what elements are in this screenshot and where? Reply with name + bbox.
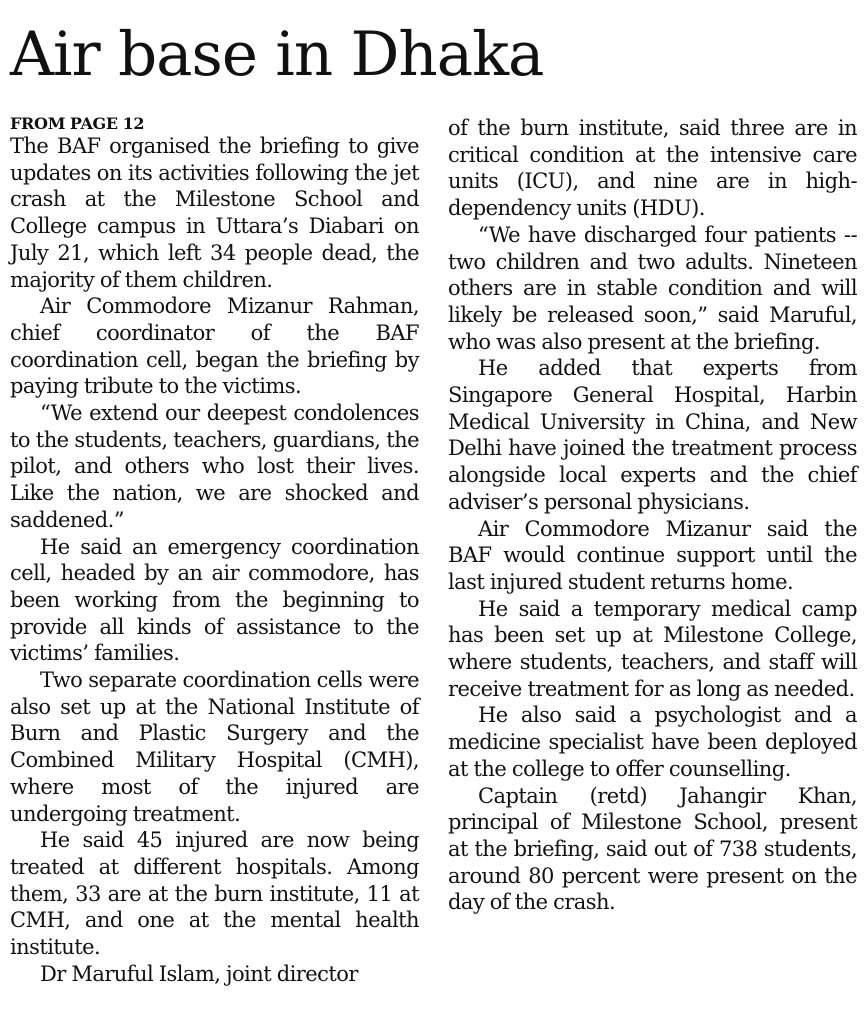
- paragraph: of the burn institute, said three are in critical condition at the intensive care units (ICU), and nine are in high-dependency units (HDU).: [448, 116, 857, 221]
- jump-label: FROM PAGE 12: [10, 114, 145, 133]
- paragraph: “We have discharged four patients -- two children and two adults. Nineteen others are in stable condition and will likely be released soon,” said Maruful, who was also present at the briefing.: [448, 222, 857, 354]
- paragraph: He also said a psychologist and a medicine specialist have been deployed at the college to offer counselling.: [448, 703, 857, 781]
- paragraph: The BAF organised the briefing to give updates on its activities following the jet crash at the Milestone School and College campus in Uttara’s Diabari on July 21, which left 34 people dead, the majority of them children.: [10, 134, 419, 292]
- paragraph: He said 45 injured are now being treated at different hospitals. Among them, 33 are at the burn institute, 11 at CMH, and one at the mental health institute.: [10, 828, 419, 960]
- article-column-right: [448, 115, 857, 916]
- headline: Air base in Dhaka: [10, 19, 544, 90]
- paragraph: He said an emergency coordination cell, headed by an air commodore, has been working from the beginning to provide all kinds of assistance to the victims’ families.: [10, 534, 419, 666]
- paragraph: Air Commodore Mizanur said the BAF would continue support until the last injured student returns home.: [448, 516, 857, 594]
- paragraph: Two separate coordination cells were also set up at the National Institute of Burn and Plastic Surgery and the Combined Military Hospital (CMH), where most of the injured are undergoing treatment.: [10, 668, 419, 826]
- paragraph: Dr Maruful Islam, joint director: [40, 961, 358, 986]
- paragraph: He added that experts from Singapore General Hospital, Harbin Medical University in China, and New Delhi have joined the treatment process alongside local experts and the chief adviser’s personal physicians.: [448, 356, 857, 514]
- paragraph: He said a temporary medical camp has been set up at Milestone College, where students, teachers, and staff will receive treatment for as long as needed.: [448, 596, 857, 701]
- paragraph: Air Commodore Mizanur Rahman, chief coordinator of the BAF coordination cell, began the briefing by paying tribute to the victims.: [10, 294, 419, 399]
- paragraph: Captain (retd) Jahangir Khan, principal of Milestone School, present at the briefing, said out of 738 students, around 80 percent were present on the day of the crash.: [448, 783, 857, 915]
- article-column-left: [10, 115, 419, 988]
- paragraph: “We extend our deepest condolences to the students, teachers, guardians, the pilot, and others who lost their lives. Like the nation, we are shocked and saddened.”: [10, 401, 419, 532]
